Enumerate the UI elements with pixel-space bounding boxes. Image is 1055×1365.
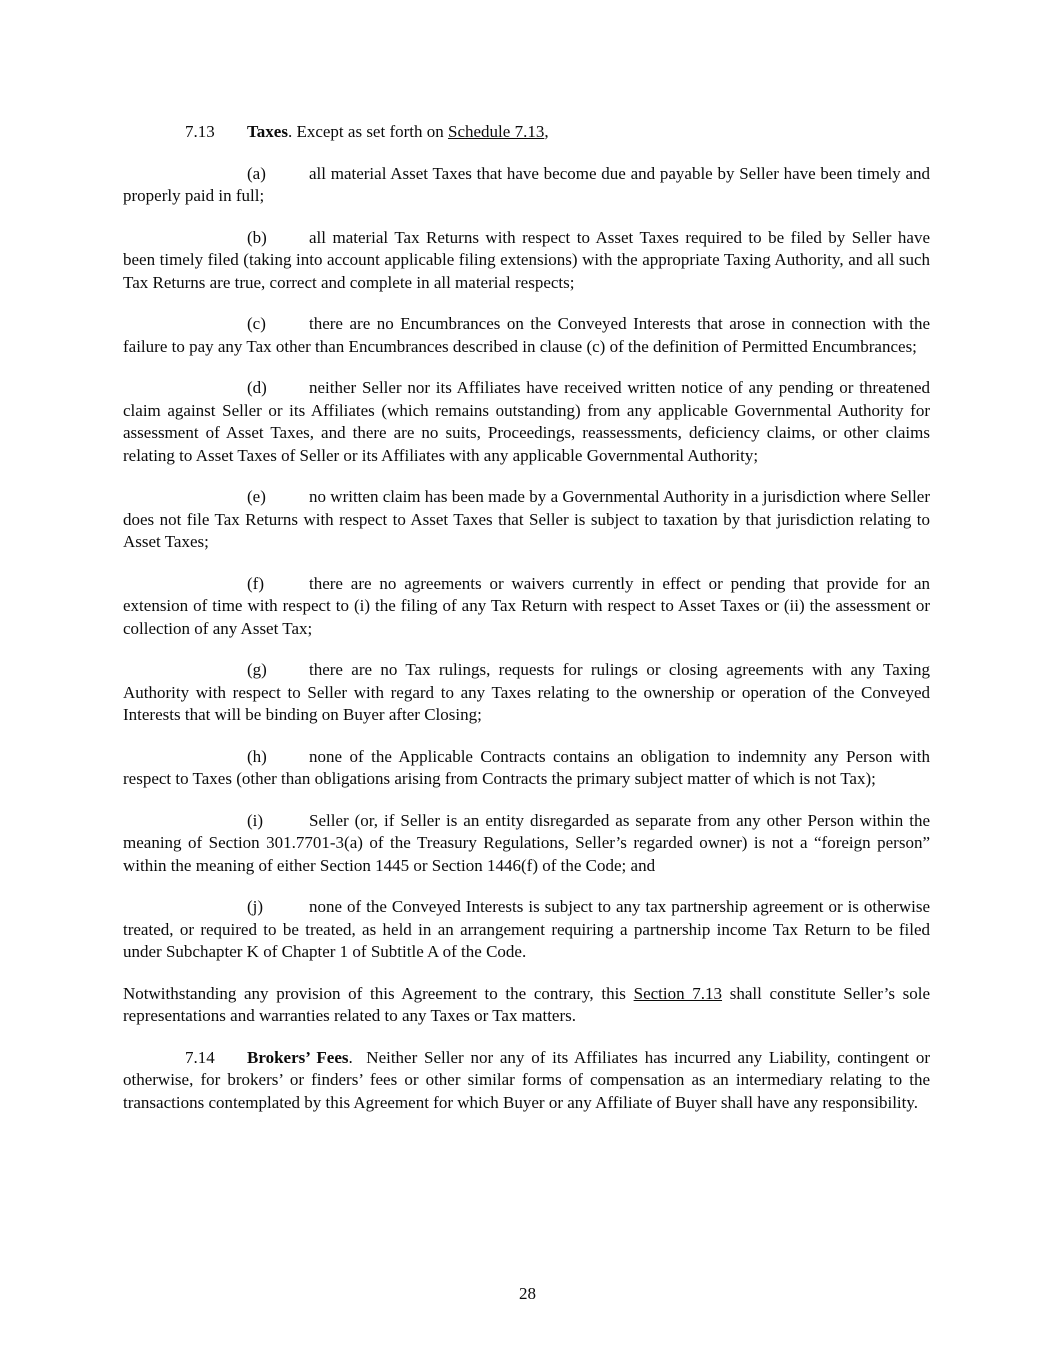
- clause-c-text: there are no Encumbrances on the Conveyed Interests that arose in connection with the failure to pay any Tax other than Encumbrances described in clause (c) of the definition of Permitted Encumbrances;: [123, 314, 930, 356]
- clause-j: [123, 896, 930, 964]
- closing-text-after-reference: shall constitute Seller’s sole representations and warranties related to any Taxes or Tax matters.: [123, 983, 931, 1025]
- clause-a: [123, 163, 930, 208]
- clause-h-label: (h): [247, 746, 267, 766]
- clause-d-label: (d): [247, 378, 267, 397]
- clause-b-text: all material Tax Returns with respect to Asset Taxes required to be filed by Seller have been timely filed (taking into account applicable filing extensions) with the appropriate Taxing Authority, and all such Tax Returns are true, correct and complete in all material respects;: [123, 227, 930, 292]
- clause-c-label: (c): [247, 314, 266, 333]
- clause-i-label: (i): [247, 810, 264, 830]
- clause-e: [123, 486, 930, 554]
- clause-j-label: (j): [247, 897, 264, 916]
- section-7-13-closing-paragraph: [123, 983, 930, 1028]
- section-7-13-heading: [123, 121, 930, 144]
- clause-h-text: none of the Applicable Contracts contains an obligation to indemnity any Person with respect to Taxes (other than obligations arising from Contracts the primary subject matter of which is not Tax);: [123, 746, 930, 788]
- clause-h: [123, 746, 930, 791]
- clause-d: [123, 377, 930, 467]
- clause-a-text: all material Asset Taxes that have become due and payable by Seller have been timely and properly paid in full;: [123, 163, 930, 205]
- clause-b-label: (b): [247, 227, 267, 247]
- clause-g: [123, 659, 930, 727]
- clause-i: [123, 810, 930, 878]
- section-7-14-number: 7.14: [185, 1047, 215, 1067]
- clause-i-text: Seller (or, if Seller is an entity disregarded as separate from any other Person within the meaning of Section 301.7701-3(a) of the Treasury Regulations, Seller’s regarded owner) is not a “foreign person” within the meaning of either Section 1445 or Section 1446(f) of the Code; and: [123, 810, 930, 875]
- clause-d-text: neither Seller nor its Affiliates have received written notice of any pending or threatened claim against Seller or its Affiliates (which remains outstanding) from any applicable Governmental Authority for assessment of Asset Taxes, and there are no suits, Proceedings, reassessments, deficiency claims, or other claims relating to Asset Taxes of Seller or its Affiliates with any applicable Governmental Authority;: [123, 378, 930, 465]
- section-7-13-reference: Section 7.13: [633, 983, 723, 1003]
- section-7-13-number: 7.13: [185, 122, 215, 141]
- page-number: 28: [519, 1284, 536, 1303]
- section-7-13-trailing-comma: ,: [544, 122, 549, 141]
- section-7-14-title: Brokers’ Fees: [247, 1047, 349, 1067]
- clause-e-text: no written claim has been made by a Governmental Authority in a jurisdiction where Seller does not file Tax Returns with respect to Asset Taxes that Seller is subject to taxation by that jurisdiction relating to Asset Taxes;: [123, 487, 930, 551]
- clause-f: [123, 573, 930, 641]
- closing-text-before-reference: Notwithstanding any provision of this Agreement to the contrary, this: [123, 983, 634, 1003]
- page-footer: [0, 1284, 1055, 1304]
- clause-e-label: (e): [247, 487, 266, 506]
- section-7-13-intro-text: . Except as set forth on: [287, 122, 448, 141]
- clause-f-label: (f): [247, 573, 264, 593]
- section-7-13-title: Taxes: [247, 122, 288, 141]
- clause-g-label: (g): [247, 660, 267, 679]
- clause-g-text: there are no Tax rulings, requests for rulings or closing agreements with any Taxing Authority with respect to Seller with regard to any Taxes relating to the ownership or operation of the Conveyed Interests that will be binding on Buyer after Closing;: [123, 660, 930, 724]
- clause-f-text: there are no agreements or waivers currently in effect or pending that provide for an extension of time with respect to (i) the filing of any Tax Return with respect to Asset Taxes or (ii) the assessment or collection of any Asset Tax;: [123, 573, 930, 638]
- clause-b: [123, 227, 930, 295]
- section-7-14-text: . Neither Seller nor any of its Affiliates has incurred any Liability, contingent or otherwise, for brokers’ or finders’ fees or other similar forms of compensation as an intermediary relating to the transactions contemplated by this Agreement for which Buyer or any Affiliate of Buyer shall have any responsibility.: [123, 1047, 930, 1112]
- clause-a-label: (a): [247, 163, 266, 183]
- section-7-14-paragraph: [123, 1047, 930, 1115]
- clause-c: [123, 313, 930, 358]
- clause-j-text: none of the Conveyed Interests is subject to any tax partnership agreement or is otherwise treated, or required to be treated, as held in an arrangement requiring a partnership income Tax Return to be filed under Subchapter K of Chapter 1 of Subtitle A of the Code.: [123, 897, 930, 961]
- schedule-7-13-reference: Schedule 7.13: [448, 122, 545, 141]
